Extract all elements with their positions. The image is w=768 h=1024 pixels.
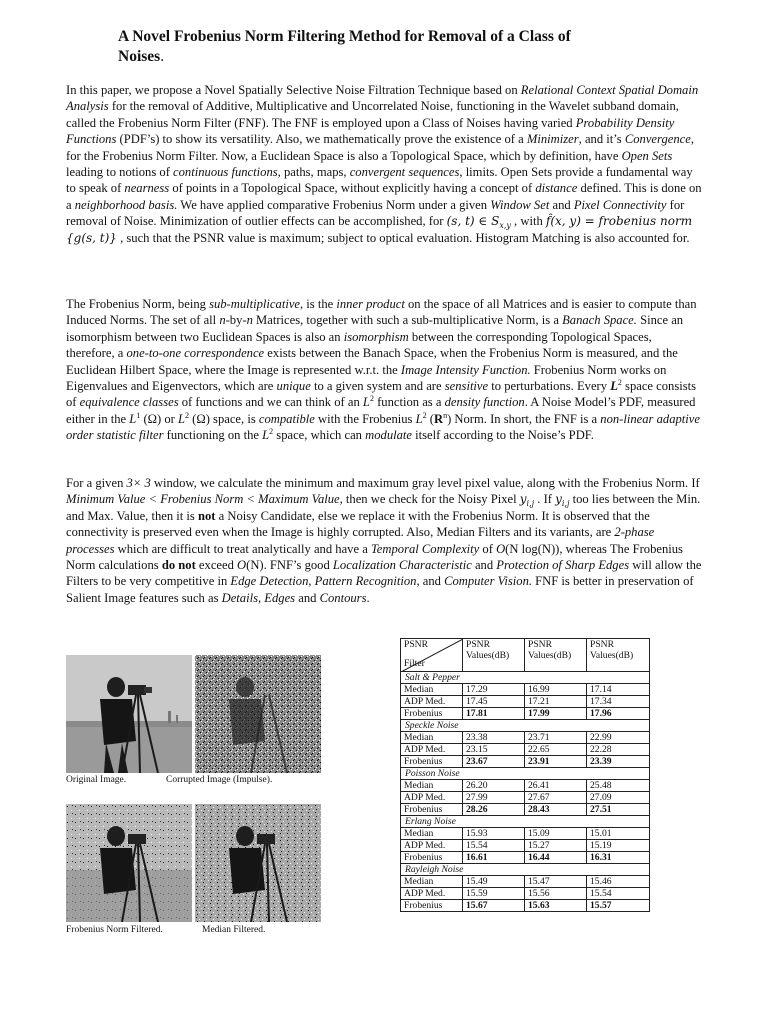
psnr-value-cell: 23.91 (525, 756, 587, 768)
table-row (401, 792, 650, 804)
table-row (401, 708, 650, 720)
table-row (401, 756, 650, 768)
caption-frobenius: Frobenius Norm Filtered. (66, 925, 163, 935)
diagonal-line (401, 639, 463, 672)
table-row (401, 744, 650, 756)
filter-name-cell: Median (401, 780, 463, 792)
table-group-row (401, 672, 650, 684)
psnr-value-cell: 26.20 (463, 780, 525, 792)
psnr-value-cell: 27.51 (587, 804, 650, 816)
noise-group-label: Poisson Noise (401, 768, 650, 780)
filter-name-cell: Median (401, 732, 463, 744)
original-image (66, 655, 192, 773)
table-col-header: PSNR Values(dB) (587, 639, 650, 672)
filter-name-cell: Frobenius (401, 804, 463, 816)
psnr-value-cell: 17.81 (463, 708, 525, 720)
psnr-value-cell: 16.44 (525, 852, 587, 864)
filter-name-cell: ADP Med. (401, 744, 463, 756)
psnr-value-cell: 15.47 (525, 876, 587, 888)
table-row (401, 696, 650, 708)
filter-name-cell: ADP Med. (401, 792, 463, 804)
psnr-value-cell: 16.61 (463, 852, 525, 864)
filter-name-cell: ADP Med. (401, 840, 463, 852)
psnr-value-cell: 15.63 (525, 900, 587, 912)
table-row (401, 804, 650, 816)
psnr-value-cell: 27.99 (463, 792, 525, 804)
paragraph-intro: In this paper, we propose a Novel Spatially Selective Noise Filtration Technique based on Relational Context Spatial Domain Analysis for the removal of Additive, Multiplicative and Uncorrelated Noise, functioning in the Wavelet subband domain, called the Frobenius Norm Filter (FNF). The FNF is employed upon a Class of Noises having varied Probability Density Functions (PDF’s) to show its versatility. Also, we mathematically prove the existence of a Minimizer, and it’s Convergence, for the Frobenius Norm Filter. Now, a Euclidean Space is also a Topological Space, which by definition, have Open Sets leading to notions of continuous functions, paths, maps, convergent sequences, limits. Open Sets provide a fundamental way to speak of nearness of points in a Topological Space, without explicitly having a concept of distance defined. This is done on a neighborhood basis. We have applied comparative Frobenius Norm under a given Window Set and Pixel Connectivity for removal of Noise. Minimization of outlier effects can be accomplished, for (s, t) ∈ $S_{x,y}$ , with f̂(x, y) = frobenius norm {g(s, t)} , such that the PSNR value is maximum; subject to optical evaluation. Histogram Matching is also accounted for. (66, 83, 702, 245)
table-row (401, 900, 650, 912)
psnr-value-cell: 15.49 (463, 876, 525, 888)
psnr-value-cell: 25.48 (587, 780, 650, 792)
psnr-value-cell: 27.67 (525, 792, 587, 804)
psnr-value-cell: 16.99 (525, 684, 587, 696)
psnr-value-cell: 22.65 (525, 744, 587, 756)
psnr-value-cell: 17.29 (463, 684, 525, 696)
psnr-value-cell: 22.28 (587, 744, 650, 756)
filter-name-cell: ADP Med. (401, 696, 463, 708)
psnr-value-cell: 17.45 (463, 696, 525, 708)
psnr-value-cell: 17.96 (587, 708, 650, 720)
paper-title: A Novel Frobenius Norm Filtering Method for Removal of a Class of Noises. (118, 28, 571, 65)
filter-name-cell: Frobenius (401, 708, 463, 720)
caption-corrupted: Corrupted Image (Impulse). (166, 775, 273, 785)
psnr-value-cell: 23.15 (463, 744, 525, 756)
filter-name-cell: Frobenius (401, 900, 463, 912)
table-row (401, 828, 650, 840)
filter-name-cell: Median (401, 876, 463, 888)
psnr-value-cell: 15.09 (525, 828, 587, 840)
caption-original: Original Image. (66, 775, 127, 785)
psnr-value-cell: 26.41 (525, 780, 587, 792)
table-row (401, 876, 650, 888)
noise-group-label: Rayleigh Noise (401, 864, 650, 876)
caption-median: Median Filtered. (202, 925, 266, 935)
psnr-value-cell: 23.38 (463, 732, 525, 744)
noise-group-label: Erlang Noise (401, 816, 650, 828)
psnr-value-cell: 15.01 (587, 828, 650, 840)
psnr-value-cell: 15.93 (463, 828, 525, 840)
table-header-row (401, 639, 650, 672)
frobenius-filtered-image (66, 804, 192, 922)
psnr-value-cell: 28.43 (525, 804, 587, 816)
table-row (401, 888, 650, 900)
paragraph-frobenius-norm: The Frobenius Norm, being sub-multiplicative, is the inner product on the space of all Matrices and is easier to compute than Induced Norms. The set of all n-by-n Matrices, together with such a sub-multiplicative Norm, is a Banach Space. Since an isomorphism between two Euclidean Spaces is also an isomorphism between the corresponding Topological Spaces, therefore, a one-to-one correspondence exists between the Banach Space, when the Frobenius Norm is measured, and the Euclidean Hilbert Space, where the Image is represented w.r.t. the Image Intensity Function. Frobenius Norm works on Eigenvalues and Eigenvectors, which are unique to a given system and are sensitive to perturbations. Every $L^2$ space consists of equivalence classes of functions and we can think of an $L^2$ function as a density function. A Noise Model’s PDF, measured either in the $L^1$ (Ω) or $L^2$ (Ω) space, is compatible with the Frobenius $L^2$ $(R^n)$ Norm. In short, the FNF is a non-linear adaptive order statistic filter functioning on the $L^2$ space, which can modulate itself according to the Noise’s PDF. (66, 297, 700, 443)
median-filtered-image (195, 804, 321, 922)
filter-name-cell: ADP Med. (401, 888, 463, 900)
psnr-value-cell: 27.09 (587, 792, 650, 804)
psnr-value-cell: 23.39 (587, 756, 650, 768)
table-group-row (401, 816, 650, 828)
psnr-value-cell: 23.71 (525, 732, 587, 744)
psnr-value-cell: 15.54 (463, 840, 525, 852)
math-f-hat: f̂(x, y) = frobenius norm {g(s, t)} (66, 214, 693, 245)
corrupted-image (195, 655, 321, 773)
filter-name-cell: Frobenius (401, 756, 463, 768)
table-row (401, 780, 650, 792)
table-col-header: PSNR Values(dB) (525, 639, 587, 672)
math-st-in-s: (s, t) ∈ $S_{x,y}$ (446, 214, 511, 231)
psnr-value-cell: 15.57 (587, 900, 650, 912)
psnr-value-cell: 23.67 (463, 756, 525, 768)
psnr-value-cell: 15.56 (525, 888, 587, 900)
table-corner-cell: PSNR Filter (401, 639, 463, 672)
psnr-value-cell: 15.54 (587, 888, 650, 900)
psnr-value-cell: 16.31 (587, 852, 650, 864)
psnr-value-cell: 17.21 (525, 696, 587, 708)
paragraph-method: For a given 3× 3 window, we calculate the minimum and maximum gray level pixel value, along with the Frobenius Norm. If Minimum Value < Frobenius Norm < Maximum Value, then we check for the Noisy Pixel $y_{i,j}$ . If $y_{i,j}$ too lies between the Min. and Max. Value, then it is not a Noisy Candidate, else we replace it with the Frobenius Norm. It is observed that the connectivity is preserved even when the Image is highly corrupted. Also, Median Filters and its variants, are 2-phase processes which are difficult to treat analytically and have a Temporal Complexity of O(N log(N)), whereas The Frobenius Norm calculations do not exceed O(N). FNF’s good Localization Characteristic and Protection of Sharp Edges will allow the Filters to be very competitive in Edge Detection, Pattern Recognition, and Computer Vision. FNF is better in preservation of Salient Image features such as Details, Edges and Contours. (66, 476, 702, 605)
psnr-value-cell: 22.99 (587, 732, 650, 744)
table-row (401, 732, 650, 744)
psnr-value-cell: 15.67 (463, 900, 525, 912)
table-row (401, 852, 650, 864)
psnr-value-cell: 17.99 (525, 708, 587, 720)
psnr-value-cell: 15.19 (587, 840, 650, 852)
filter-name-cell: Median (401, 828, 463, 840)
psnr-value-cell: 17.34 (587, 696, 650, 708)
filter-name-cell: Median (401, 684, 463, 696)
filter-name-cell: Frobenius (401, 852, 463, 864)
noise-group-label: Salt & Pepper (401, 672, 650, 684)
psnr-value-cell: 15.59 (463, 888, 525, 900)
table-group-row (401, 768, 650, 780)
psnr-value-cell: 15.46 (587, 876, 650, 888)
table-group-row (401, 720, 650, 732)
noise-group-label: Speckle Noise (401, 720, 650, 732)
psnr-value-cell: 17.14 (587, 684, 650, 696)
psnr-value-cell: 15.27 (525, 840, 587, 852)
psnr-value-cell: 28.26 (463, 804, 525, 816)
table-row (401, 840, 650, 852)
table-row (401, 684, 650, 696)
table-group-row (401, 864, 650, 876)
psnr-results-table (400, 638, 650, 912)
table-col-header: PSNR Values(dB) (463, 639, 525, 672)
